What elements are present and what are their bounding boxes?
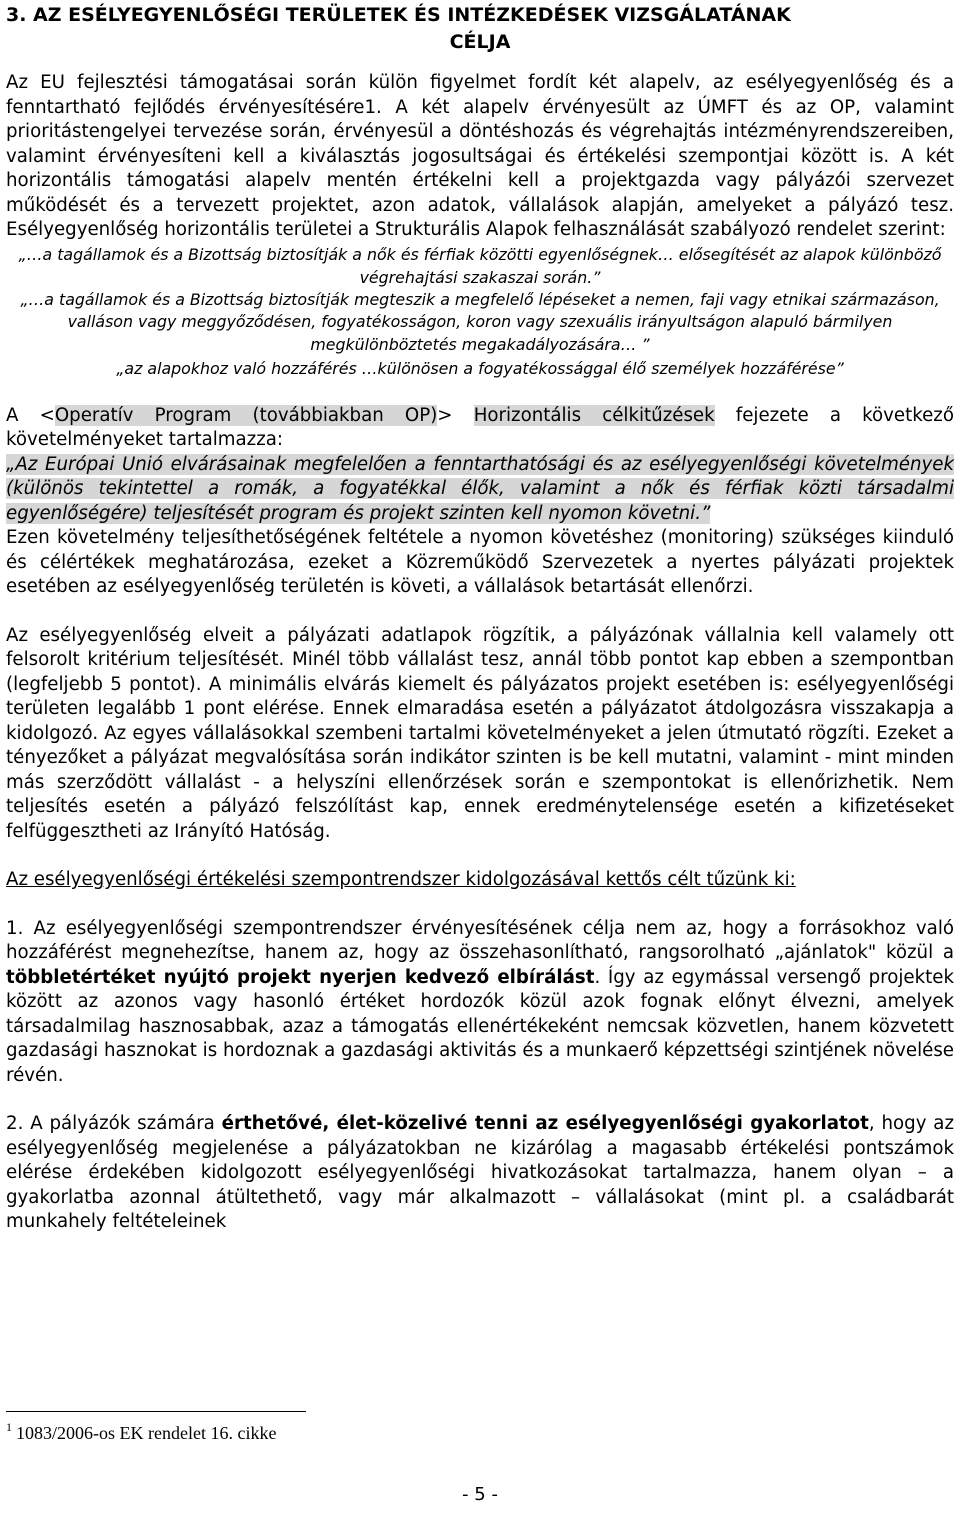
goal-2-bold: érthetővé, élet-közelivé tenni az esélyegyenlőségi gyakorlatot (221, 1113, 869, 1135)
intro-paragraph (6, 71, 954, 243)
regulation-quote-2: „…a tagállamok és a Bizottság biztosítják megteszik a megfelelő lépéseket a nemen, faji vagy etnikai származáson, valláson vagy meggyőződésen, fogyatékosságon, koron vagy szexuális irányultságon alapuló bármilyen megkülönböztetés megakadályozására… ” (20, 289, 940, 355)
goal-1-text-post: . Így az egymással versengő projektek között az azonos vagy hasonló értéket hordozók közül azok fognak előnyt élvezni, amelyek társadalmilag hasznosabbak, azaz a támogatás ellenértékeként nemcsak közvetlen, hanem közvetett gazdasági hasznokat is hordoznak a gazdasági aktivitás és a munkaerő képzettségi szintjének növelése révén. (6, 966, 955, 1086)
op-text-pre: A < (6, 404, 55, 426)
heading-line-2: CÉLJA (449, 31, 511, 53)
document-page (6, 0, 954, 1235)
op-quote (6, 453, 954, 527)
page-number: - 5 - (462, 1484, 498, 1505)
footnote-text: 1083/2006-os EK rendelet 16. cikke (16, 1423, 277, 1443)
goal-2-text-post: , hogy az esélyegyenlőség megjelenése a pályázatokban ne kizárólag a magasabb értékelési pontszámok elérése érdekében kidolgozott esélyegyenlőségi hivatkozásokat tartalmazza, hanem olyan – a gyakorlatba azonnal átültethető, vagy már alkalmazott – vállalásokat (mint pl. a családbarát munkahely feltételeinek (6, 1113, 954, 1233)
goal-item-2 (6, 1112, 954, 1235)
footnote-reference[interactable]: 1 (364, 96, 377, 118)
op-quote-text: „Az Európai Unió elvárásainak megfelelően a fenntarthatósági és az esélyegyenlőségi követelmények (különös tekintettel a romák, a fogyatékkal élők, valamint a nők és férfiak közti társadalmi egyenlőségére) teljesítését program és projekt szinten kell nyomon követni.” (6, 453, 954, 524)
heading-line-1: 3. AZ ESÉLYEGYENLŐSÉGI TERÜLETEK ÉS INTÉZKEDÉSEK VIZSGÁLATÁNAK (6, 4, 791, 26)
op-paragraph (6, 404, 954, 453)
monitoring-paragraph: Ezen követelmény teljesíthetőségének feltétele a nyomon követéshez (monitoring) szükséges kiinduló és célértékek meghatározása, ezeket a Közreműködő Szervezetek a nyertes pályázati projektek esetében az esélyegyenlőség területén is követi, a vállalások betartását ellenőrzi. (6, 527, 954, 598)
subheading-goals: Az esélyegyenlőségi értékelési szempontrendszer kidolgozásával kettős célt tűzünk ki: (6, 869, 796, 891)
intro-text-1: Az EU fejlesztési támogatásai során külön figyelmet fordít két alapelv, az esélyegyenlőség és a fenntartható fejlődés érvényesítésére (6, 72, 954, 118)
goal-item-1 (6, 917, 954, 1089)
criteria-paragraph: Az esélyegyenlőség elveit a pályázati adatlapok rögzítik, a pályázónak vállalnia kell valamely ott felsorolt kritérium teljesítését. Minél több vállalást tesz, annál több pontot kap ebben a szempontban (legfeljebb 5 pontot). A minimális elvárás kiemelt és pályázatos projekt esetében is: esélyegyenlőségi területen legalább 1 pont elérése. Ennek elmaradása esetén a pályázatot átdolgozásra visszakapja a kidolgozó. Az egyes vállalásokkal szembeni tartalmi követelményeket a jelen útmutató rögzíti. Ezeket a tényezőket a pályázat megvalósítása során indikátor szinten is be kell mutatni, valamint - mint minden más szerződött vállalást - a helyszíni ellenőrzések során e szempontokat is ellenőrizhetik. Nem teljesítés esetén a pályázó felszólítást kap, ennek eredménytelensége esetén a kifizetéseket felfüggesztheti az Irányító Hatóság. (6, 624, 954, 842)
goal-1-bold: többletértéket nyújtó projekt nyerjen kedvező elbírálást (6, 966, 595, 988)
op-text-post: fejezete a következő követelményeket tartalmazza: (6, 404, 954, 451)
op-text-mid: > (437, 404, 474, 426)
footnote (6, 1418, 276, 1448)
regulation-quote-1: „…a tagállamok és a Bizottság biztosítják a nők és férfiak közötti egyenlőségnek… elősegítését az alapok különböző végrehajtási szakaszai során.” (18, 244, 942, 287)
footnote-number: 1 (6, 1420, 12, 1434)
footnote-separator (6, 1411, 306, 1412)
regulation-quote-3: „az alapokhoz való hozzáférés …különösen a fogyatékossággal élő személyek hozzáférése” (116, 358, 844, 378)
op-highlight-objectives: Horizontális célkitűzések (473, 404, 715, 426)
goal-2-text-pre: 2. A pályázók számára (6, 1113, 222, 1135)
goal-1-text-pre: 1. Az esélyegyenlőségi szempontrendszer érvényesítésének célja nem az, hogy a forrásokhoz való hozzáférést megnehezítse, hanem az, hogy az összehasonlítható, rangsorolható „ajánlatok" közül a (6, 917, 954, 964)
section-heading (6, 0, 954, 56)
op-highlight-program: Operatív Program (továbbiakban OP) (54, 404, 438, 426)
intro-text-2: . A két alapelv érvényesült az ÚMFT és az OP, valamint prioritástengelyei tervezése során, érvényesül a döntéshozás és végrehajtás intézményrendszereiben, valamint érvényesíteni kell a kiválasztás jogosultságai és értékelési szempontjai között is. A két horizontális támogatási alapelv mentén értékelni kell a projektgazda vagy pályázói szervezet működését és a tervezett projektet, azon adatok, vállalások alapján, amelyeket a pályázó tesz. Esélyegyenlőség horizontális területei a Strukturális Alapok felhasználását szabályozó rendelet szerint: (6, 96, 954, 240)
